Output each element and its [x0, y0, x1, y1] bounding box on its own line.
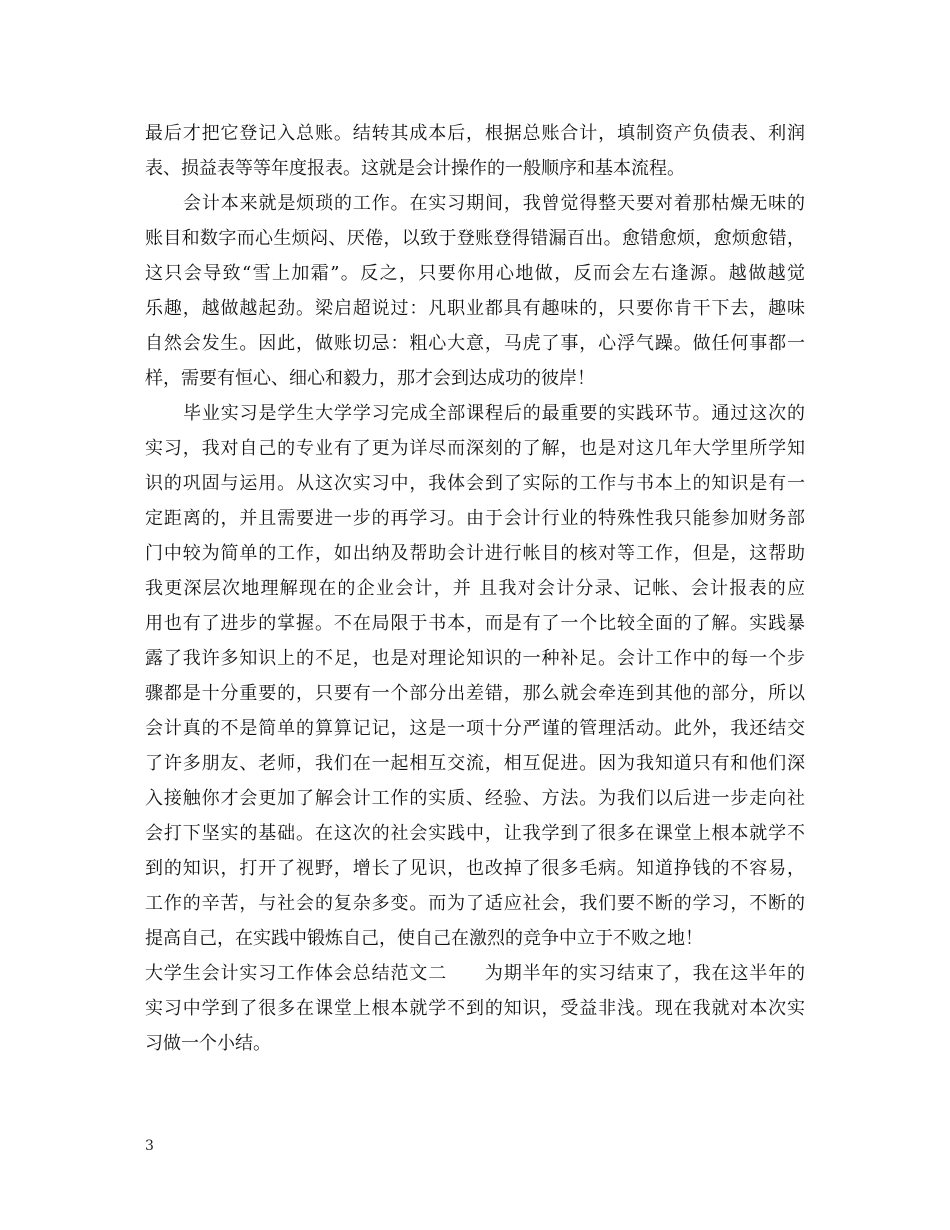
text-line: 用也有了进步的掌握。不在局限于书本，而是有了一个比较全面的了解。实践暴	[145, 613, 805, 634]
text-line: 我更深层次地理解现在的企业会计，并 且我对会计分录、记帐、会计报表的应	[145, 578, 805, 599]
text-line: 账目和数字而心生烦闷、厌倦，以致于登账登得错漏百出。愈错愈烦，愈烦愈错，	[145, 228, 805, 249]
paragraph-start-line: 会计本来就是烦琐的工作。在实习期间，我曾觉得整天要对着那枯燥无味的	[183, 193, 805, 214]
text-line: 露了我许多知识上的不足，也是对理论知识的一种补足。会计工作中的每一个步	[145, 648, 805, 669]
text-line: 识的巩固与运用。从这次实习中，我体会到了实际的工作与书本上的知识是有一	[145, 473, 805, 494]
text-line: 工作的辛苦，与社会的复杂多变。而为了适应社会，我们要不断的学习，不断的	[145, 893, 805, 914]
text-line: 实习，我对自己的专业有了更为详尽而深刻的了解，也是对这几年大学里所学知	[145, 438, 805, 459]
body-text	[145, 116, 805, 1061]
text-line: 会打下坚实的基础。在这次的社会实践中，让我学到了很多在课堂上根本就学不	[145, 823, 805, 844]
text-line: 样，需要有恒心、细心和毅力，那才会到达成功的彼岸！	[145, 368, 595, 389]
paragraph-start-line: 毕业实习是学生大学学习完成全部课程后的最重要的实践环节。通过这次的	[183, 403, 805, 424]
text-line: 乐趣，越做越起劲。梁启超说过：凡职业都具有趣味的，只要你肯干下去，趣味	[145, 298, 805, 319]
text-line: 这只会导致“雪上加霜”。反之，只要你用心地做，反而会左右逢源。越做越觉	[145, 263, 805, 284]
text-line: 自然会发生。因此，做账切忌：粗心大意，马虎了事，心浮气躁。做任何事都一	[145, 333, 805, 354]
text-line: 了许多朋友、老师，我们在一起相互交流，相互促进。因为我知道只有和他们深	[145, 753, 805, 774]
text-line: 表、损益表等等年度报表。这就是会计操作的一般顺序和基本流程。	[145, 158, 685, 179]
text-line: 定距离的，并且需要进一步的再学习。由于会计行业的特殊性我只能参加财务部	[145, 508, 805, 529]
text-line: 入接触你才会更加了解会计工作的实质、经验、方法。为我们以后进一步走向社	[145, 788, 805, 809]
text-line: 实习中学到了很多在课堂上根本就学不到的知识，受益非浅。现在我就对本次实	[145, 998, 805, 1019]
text-line: 最后才把它登记入总账。结转其成本后，根据总账合计，填制资产负债表、利润	[145, 123, 805, 144]
text-line: 到的知识，打开了视野，增长了见识，也改掉了很多毛病。知道挣钱的不容易，	[145, 858, 805, 879]
text-line: 骤都是十分重要的，只要有一个部分出差错，那么就会牵连到其他的部分，所以	[145, 683, 805, 704]
page-number: 3	[145, 1138, 154, 1154]
text-line: 习做一个小结。	[145, 1033, 271, 1054]
text-line: 门中较为简单的工作，如出纳及帮助会计进行帐目的核对等工作，但是，这帮助	[145, 543, 805, 564]
section-heading-line: 大学生会计实习工作体会总结范文二 为期半年的实习结束了，我在这半年的	[145, 963, 805, 984]
text-line: 会计真的不是简单的算算记记，这是一项十分严谨的管理活动。此外，我还结交	[145, 718, 805, 739]
text-line: 提高自己，在实践中锻炼自己，使自己在激烈的竞争中立于不败之地！	[145, 928, 703, 949]
